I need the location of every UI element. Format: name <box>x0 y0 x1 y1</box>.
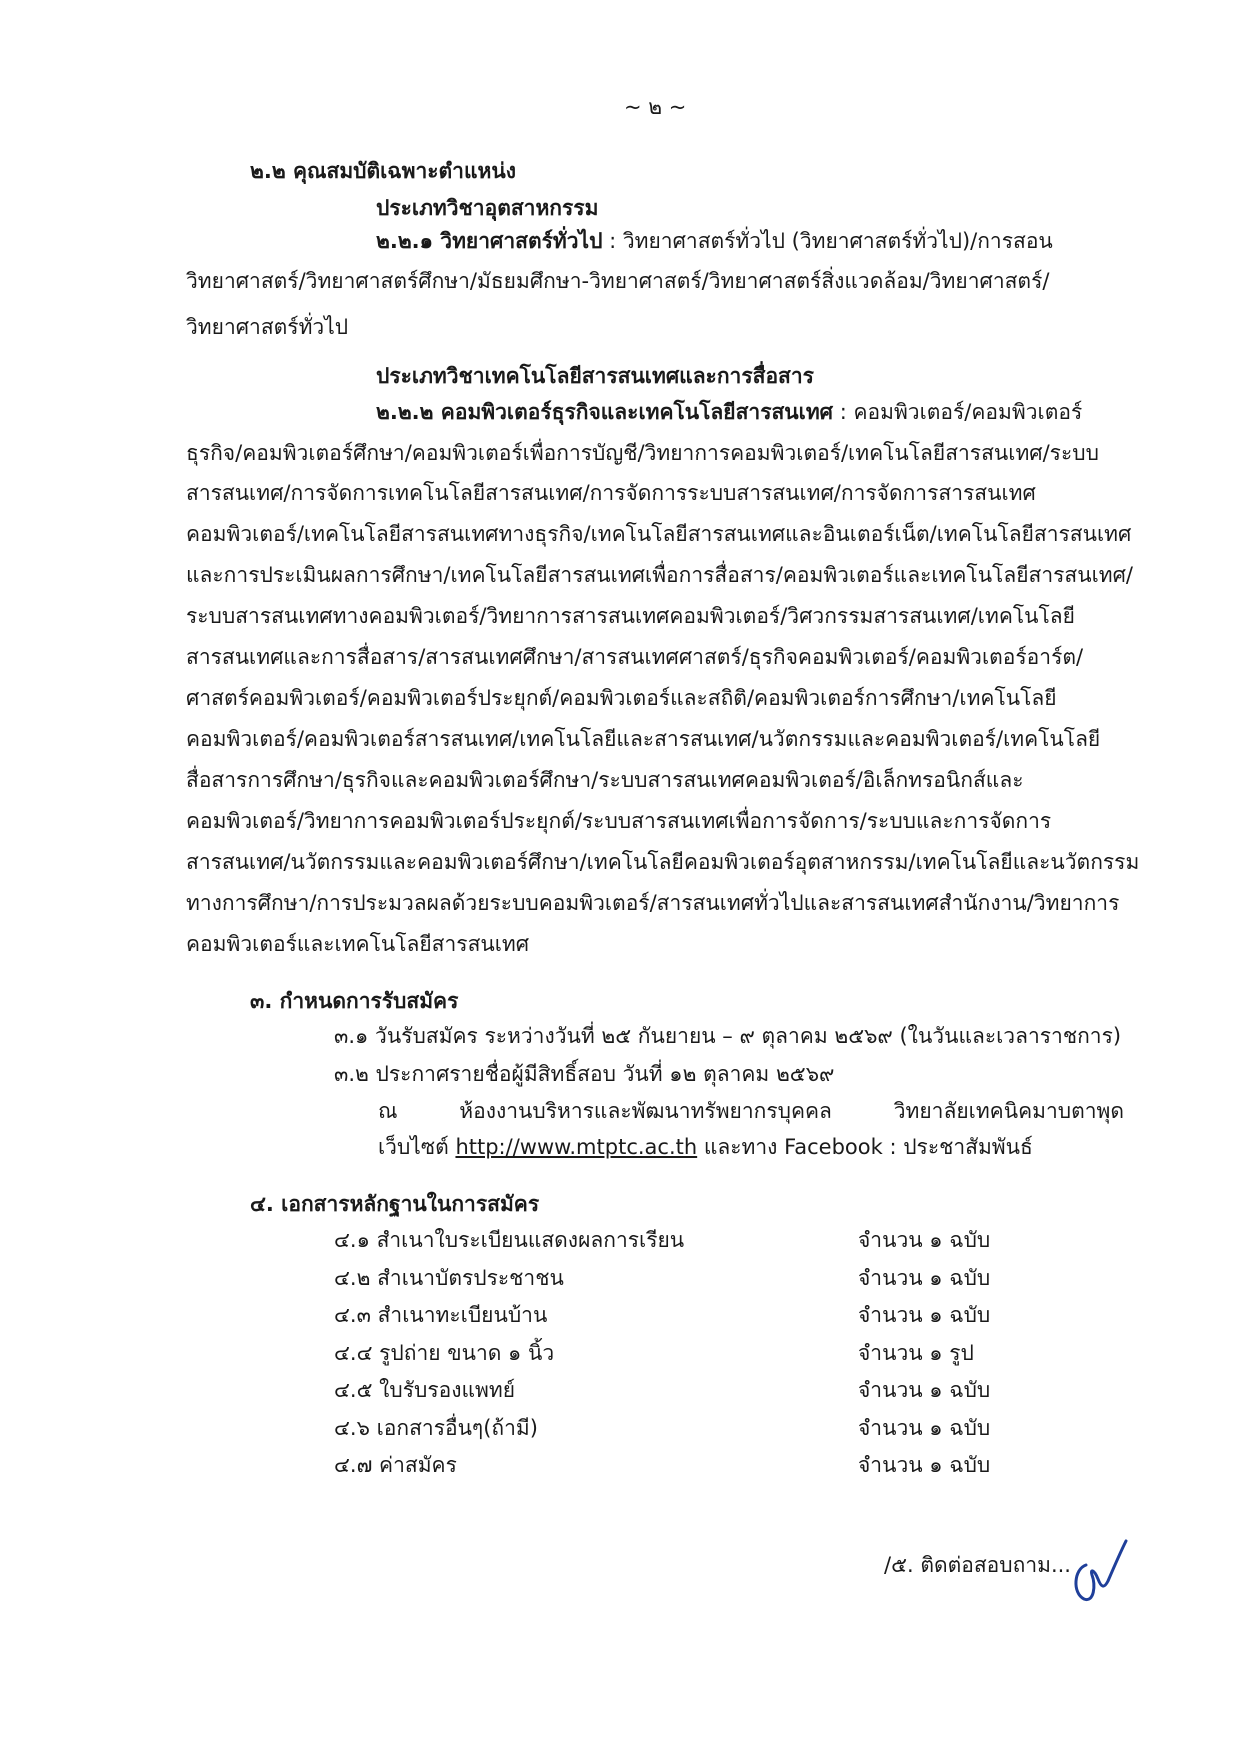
item-2-2-2-text: : คอมพิวเตอร์/คอมพิวเตอร์ <box>839 400 1083 424</box>
item-2-2-2-line: สารสนเทศและการสื่อสาร/สารสนเทศศึกษา/สารสนเทศศาสตร์/ธุรกิจคอมพิวเตอร์/คอมพิวเตอร์อาร์ต/ <box>186 645 1084 669</box>
item-2-2-1-line: วิทยาศาสตร์ทั่วไป <box>186 315 349 339</box>
document-item-label: ๔.๔ รูปถ่าย ขนาด ๑ นิ้ว <box>334 1341 555 1365</box>
section-3-item-1: ๓.๑ วันรับสมัคร ระหว่างวันที่ ๒๕ กันยายน – ๙ ตุลาคม ๒๕๖๙ (ในวันและเวลาราชการ) <box>334 1024 1122 1048</box>
item-2-2-2-line: ทางการศึกษา/การประมวลผลด้วยระบบคอมพิวเตอร์/สารสนเทศทั่วไปและสารสนเทศสำนักงาน/วิทยาการ <box>186 891 1120 915</box>
document-item-qty: จำนวน ๑ ฉบับ <box>858 1378 991 1402</box>
document-item-label: ๔.๕ ใบรับรองแพทย์ <box>334 1378 516 1402</box>
document-item-qty: จำนวน ๑ ฉบับ <box>858 1453 991 1477</box>
document-item-qty: จำนวน ๑ ฉบับ <box>858 1416 991 1440</box>
item-2-2-2-line: สารสนเทศ/การจัดการเทคโนโลยีสารสนเทศ/การจัดการระบบสารสนเทศ/การจัดการสารสนเทศ <box>186 481 1036 505</box>
section-3-location: ณ ห้องงานบริหารและพัฒนาทรัพยากรบุคคล วิทยาลัยเทคนิคมาบตาพุด <box>378 1099 1124 1123</box>
handwritten-signature <box>1068 1535 1130 1605</box>
group-industrial-title: ประเภทวิชาอุตสาหกรรม <box>376 196 599 220</box>
document-item-qty: จำนวน ๑ ฉบับ <box>858 1228 991 1252</box>
document-item-label: ๔.๑ สำเนาใบระเบียนแสดงผลการเรียน <box>334 1228 685 1252</box>
document-item-qty: จำนวน ๑ รูป <box>858 1341 974 1365</box>
section-3-heading: ๓. กำหนดการรับสมัคร <box>250 989 459 1013</box>
item-2-2-2-line: คอมพิวเตอร์/คอมพิวเตอร์สารสนเทศ/เทคโนโลยีและสารสนเทศ/นวัตกรรมและคอมพิวเตอร์/เทคโนโลยี <box>186 727 1101 751</box>
document-item-label: ๔.๖ เอกสารอื่นๆ(ถ้ามี) <box>334 1416 538 1440</box>
document-item-qty: จำนวน ๑ ฉบับ <box>858 1303 991 1327</box>
section-3-website-line <box>378 1137 1033 1158</box>
item-2-2-2-line: คอมพิวเตอร์และเทคโนโลยีสารสนเทศ <box>186 932 530 956</box>
item-2-2-1-first-line <box>376 231 1053 252</box>
item-2-2-2-line: ศาสตร์คอมพิวเตอร์/คอมพิวเตอร์ประยุกต์/คอมพิวเตอร์และสถิติ/คอมพิวเตอร์การศึกษา/เทคโนโลยี <box>186 686 1057 710</box>
item-2-2-1-label: ๒.๒.๑ วิทยาศาสตร์ทั่วไป <box>376 229 603 253</box>
group-ict-title: ประเภทวิชาเทคโนโลยีสารสนเทศและการสื่อสาร <box>376 364 814 388</box>
item-2-2-2-line: และการประเมินผลการศึกษา/เทคโนโลยีสารสนเทศเพื่อการสื่อสาร/คอมพิวเตอร์และเทคโนโลยีสารสนเทศ/ <box>186 563 1133 587</box>
continuation-note: /๕. ติดต่อสอบถาม... <box>884 1553 1071 1577</box>
document-item-label: ๔.๓ สำเนาทะเบียนบ้าน <box>334 1303 548 1327</box>
section-3-item-2: ๓.๒ ประกาศรายชื่อผู้มีสิทธิ์สอบ วันที่ ๑๒ ตุลาคม ๒๕๖๙ <box>334 1062 835 1086</box>
item-2-2-2-line: คอมพิวเตอร์/เทคโนโลยีสารสนเทศทางธุรกิจ/เทคโนโลยีสารสนเทศและอินเตอร์เน็ต/เทคโนโลยีสารสนเทศ <box>186 522 1132 546</box>
document-item-label: ๔.๒ สำเนาบัตรประชาชน <box>334 1266 564 1290</box>
item-2-2-2-line: ระบบสารสนเทศทางคอมพิวเตอร์/วิทยาการสารสนเทศคอมพิวเตอร์/วิศวกรรมสารสนเทศ/เทคโนโลยี <box>186 604 1075 628</box>
item-2-2-2-first-line <box>376 402 1082 423</box>
item-2-2-2-line: สารสนเทศ/นวัตกรรมและคอมพิวเตอร์ศึกษา/เทคโนโลยีคอมพิวเตอร์อุตสาหกรรม/เทคโนโลยีและนวัตกรรม <box>186 850 1140 874</box>
item-2-2-2-line: คอมพิวเตอร์/วิทยาการคอมพิวเตอร์ประยุกต์/ระบบสารสนเทศเพื่อการจัดการ/ระบบและการจัดการ <box>186 809 1052 833</box>
website-link[interactable]: http://www.mtptc.ac.th <box>455 1135 698 1159</box>
document-item-qty: จำนวน ๑ ฉบับ <box>858 1266 991 1290</box>
document-item-label: ๔.๗ ค่าสมัคร <box>334 1453 457 1477</box>
website-prefix: เว็บไซต์ <box>378 1135 449 1159</box>
page-number: ~ ๒ ~ <box>624 95 687 119</box>
item-2-2-2-line: ธุรกิจ/คอมพิวเตอร์ศึกษา/คอมพิวเตอร์เพื่อการบัญชี/วิทยาการคอมพิวเตอร์/เทคโนโลยีสารสนเทศ/ระบบ <box>186 441 1099 465</box>
item-2-2-2-line: สื่อสารการศึกษา/ธุรกิจและคอมพิวเตอร์ศึกษา/ระบบสารสนเทศคอมพิวเตอร์/อิเล็กทรอนิกส์และ <box>186 768 1024 792</box>
item-2-2-1-text: : วิทยาศาสตร์ทั่วไป (วิทยาศาสตร์ทั่วไป)/การสอน <box>609 229 1053 253</box>
item-2-2-1-line: วิทยาศาสตร์/วิทยาศาสตร์ศึกษา/มัธยมศึกษา-วิทยาศาสตร์/วิทยาศาสตร์สิ่งแวดล้อม/วิทยาศาสตร์/ <box>186 269 1050 293</box>
item-2-2-2-label: ๒.๒.๒ คอมพิวเตอร์ธุรกิจและเทคโนโลยีสารสนเทศ <box>376 400 834 424</box>
section-4-heading: ๔. เอกสารหลักฐานในการสมัคร <box>250 1192 540 1216</box>
section-2-2-heading: ๒.๒ คุณสมบัติเฉพาะตำแหน่ง <box>250 159 516 183</box>
website-suffix: และทาง Facebook : ประชาสัมพันธ์ <box>703 1135 1033 1159</box>
